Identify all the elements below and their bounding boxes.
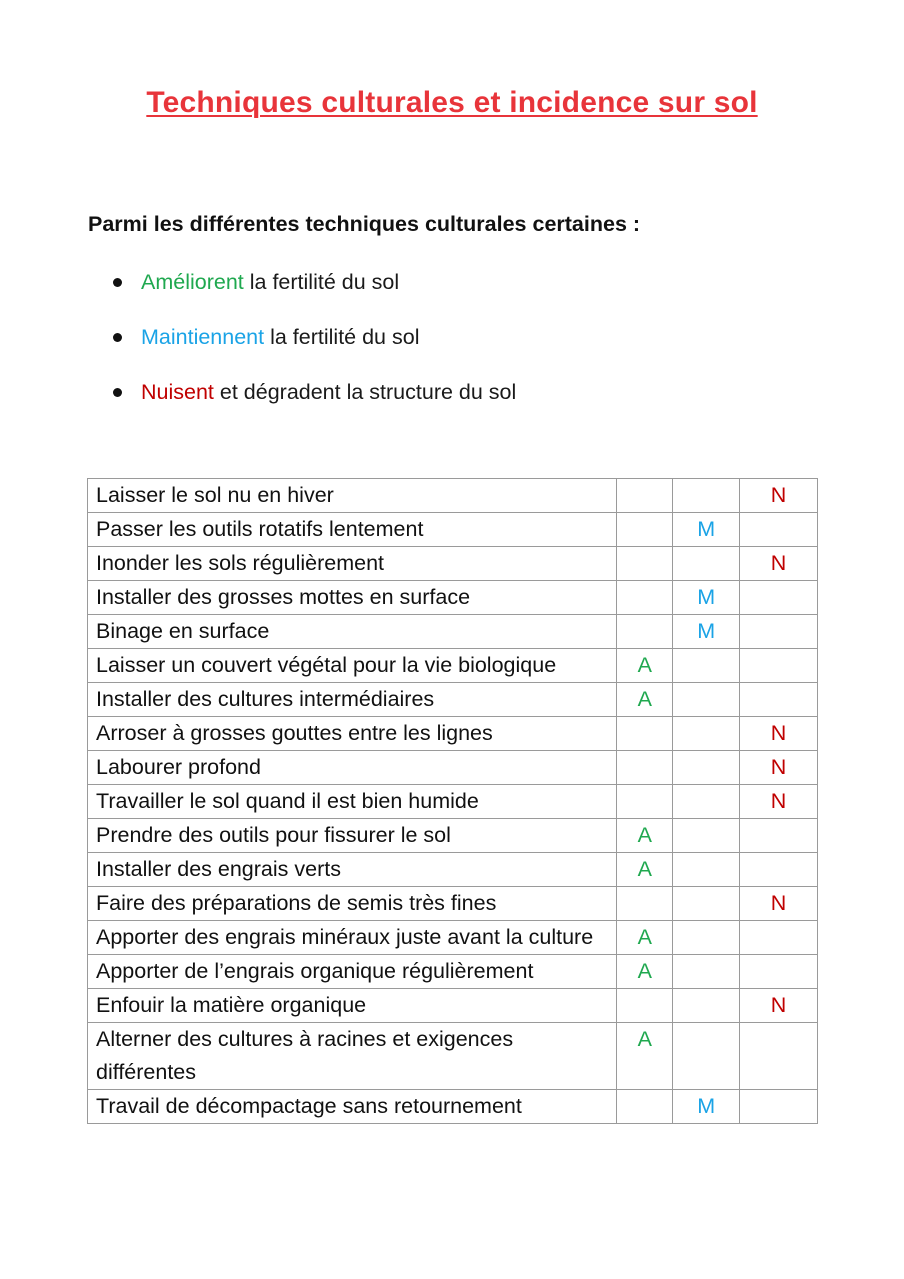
mark-cell-a: A xyxy=(617,853,673,887)
technique-cell: Enfouir la matière organique xyxy=(88,989,617,1023)
mark-cell-a xyxy=(617,751,673,785)
mark-cell-m xyxy=(673,717,740,751)
technique-cell: Apporter de l’engrais organique régulièrement xyxy=(88,955,617,989)
table-row xyxy=(88,547,818,581)
mark-cell-a xyxy=(617,581,673,615)
technique-cell: Binage en surface xyxy=(88,615,617,649)
mark-cell-m xyxy=(673,785,740,819)
mark-cell-n xyxy=(740,955,818,989)
mark-cell-a xyxy=(617,717,673,751)
table-row xyxy=(88,989,818,1023)
mark-cell-n xyxy=(740,615,818,649)
legend-keyword: Maintiennent xyxy=(141,325,265,349)
technique-cell: Installer des grosses mottes en surface xyxy=(88,581,617,615)
mark-cell-m xyxy=(673,955,740,989)
legend-keyword: Nuisent xyxy=(141,380,214,404)
technique-cell: Faire des préparations de semis très fines xyxy=(88,887,617,921)
technique-cell: Inonder les sols régulièrement xyxy=(88,547,617,581)
table-row xyxy=(88,1023,818,1090)
mark-cell-n: N xyxy=(740,547,818,581)
mark-cell-n xyxy=(740,649,818,683)
mark-cell-m xyxy=(673,751,740,785)
table-row xyxy=(88,819,818,853)
table-row xyxy=(88,479,818,513)
mark-cell-n: N xyxy=(740,989,818,1023)
technique-cell: Laisser le sol nu en hiver xyxy=(88,479,617,513)
mark-cell-n xyxy=(740,683,818,717)
technique-cell: Laisser un couvert végétal pour la vie biologique xyxy=(88,649,617,683)
table-row xyxy=(88,717,818,751)
table-row xyxy=(88,1090,818,1124)
mark-cell-m xyxy=(673,989,740,1023)
technique-cell: Travail de décompactage sans retournement xyxy=(88,1090,617,1124)
technique-cell: Passer les outils rotatifs lentement xyxy=(88,513,617,547)
technique-cell: Arroser à grosses gouttes entre les lignes xyxy=(88,717,617,751)
mark-cell-n xyxy=(740,819,818,853)
technique-cell: Alterner des cultures à racines et exigences différentes xyxy=(88,1023,617,1090)
legend-text: la fertilité du sol xyxy=(243,270,400,294)
technique-cell: Labourer profond xyxy=(88,751,617,785)
bullet-icon xyxy=(113,278,122,287)
table-row xyxy=(88,649,818,683)
mark-cell-m xyxy=(673,853,740,887)
mark-cell-m xyxy=(673,479,740,513)
bullet-icon xyxy=(113,388,122,397)
mark-cell-n xyxy=(740,853,818,887)
mark-cell-m xyxy=(673,819,740,853)
mark-cell-n: N xyxy=(740,479,818,513)
technique-cell: Travailler le sol quand il est bien humide xyxy=(88,785,617,819)
table-row xyxy=(88,955,818,989)
mark-cell-a: A xyxy=(617,649,673,683)
mark-cell-m xyxy=(673,887,740,921)
table-row xyxy=(88,581,818,615)
mark-cell-a xyxy=(617,615,673,649)
techniques-table xyxy=(87,478,818,1124)
mark-cell-a xyxy=(617,547,673,581)
mark-cell-a xyxy=(617,989,673,1023)
table-row xyxy=(88,513,818,547)
mark-cell-n xyxy=(740,513,818,547)
mark-cell-a xyxy=(617,479,673,513)
mark-cell-m xyxy=(673,649,740,683)
table-row xyxy=(88,615,818,649)
mark-cell-a: A xyxy=(617,683,673,717)
mark-cell-a: A xyxy=(617,1023,673,1090)
mark-cell-a xyxy=(617,887,673,921)
mark-cell-m xyxy=(673,683,740,717)
mark-cell-a: A xyxy=(617,819,673,853)
table-row xyxy=(88,887,818,921)
mark-cell-n: N xyxy=(740,717,818,751)
mark-cell-m: M xyxy=(673,513,740,547)
mark-cell-a xyxy=(617,513,673,547)
mark-cell-m xyxy=(673,547,740,581)
table-row xyxy=(88,853,818,887)
mark-cell-n xyxy=(740,921,818,955)
mark-cell-n xyxy=(740,581,818,615)
mark-cell-m: M xyxy=(673,615,740,649)
mark-cell-a xyxy=(617,1090,673,1124)
bullet-icon xyxy=(113,333,122,342)
mark-cell-n: N xyxy=(740,751,818,785)
table-row xyxy=(88,921,818,955)
legend-keyword: Améliorent xyxy=(141,270,244,294)
table-row xyxy=(88,785,818,819)
table-row xyxy=(88,683,818,717)
technique-cell: Installer des cultures intermédiaires xyxy=(88,683,617,717)
mark-cell-n xyxy=(740,1023,818,1090)
mark-cell-m: M xyxy=(673,1090,740,1124)
page-title: Techniques culturales et incidence sur sol xyxy=(146,86,758,119)
mark-cell-a: A xyxy=(617,955,673,989)
mark-cell-m: M xyxy=(673,581,740,615)
technique-cell: Apporter des engrais minéraux juste avant la culture xyxy=(88,921,617,955)
technique-cell: Installer des engrais verts xyxy=(88,853,617,887)
mark-cell-n xyxy=(740,1090,818,1124)
mark-cell-m xyxy=(673,1023,740,1090)
intro-text: Parmi les différentes techniques culturales certaines : xyxy=(88,212,641,236)
legend-item xyxy=(113,375,516,430)
table-row xyxy=(88,751,818,785)
legend-list xyxy=(113,265,516,430)
technique-cell: Prendre des outils pour fissurer le sol xyxy=(88,819,617,853)
mark-cell-n: N xyxy=(740,785,818,819)
mark-cell-m xyxy=(673,921,740,955)
legend-item xyxy=(113,320,516,375)
legend-text: et dégradent la structure du sol xyxy=(213,380,517,404)
mark-cell-a: A xyxy=(617,921,673,955)
mark-cell-n: N xyxy=(740,887,818,921)
legend-text: la fertilité du sol xyxy=(264,325,420,349)
mark-cell-a xyxy=(617,785,673,819)
legend-item xyxy=(113,265,516,320)
